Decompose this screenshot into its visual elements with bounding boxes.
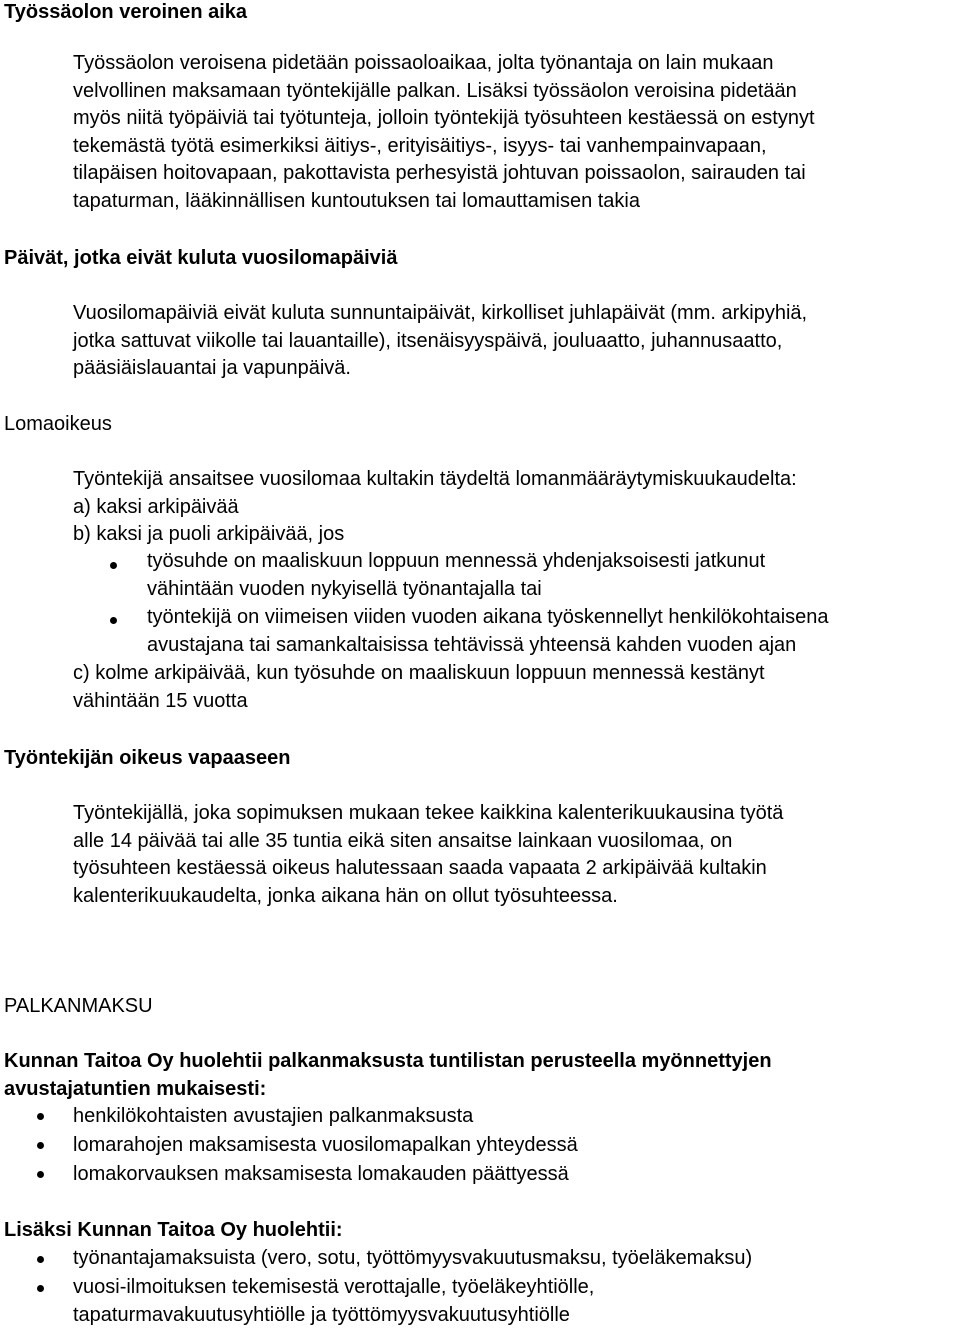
paragraph-tyossaolon-veroinen-aika xyxy=(73,50,959,216)
text-line: jotka sattuvat viikolle tai lauantaille), itsenäisyyspäivä, jouluaatto, juhannusaatto, xyxy=(73,329,783,352)
text-line: Vuosilomapäiviä eivät kuluta sunnuntaipäivät, kirkolliset juhlapäivät (mm. arkipyhiä, xyxy=(73,302,808,324)
list-item xyxy=(73,1161,959,1189)
text-line: Kunnan Taitoa Oy huolehtii palkanmaksusta tuntilistan perusteella myönnettyjen xyxy=(4,1050,772,1072)
list-item xyxy=(73,1274,959,1329)
text-line: c) kolme arkipäivää, kun työsuhde on maaliskuun loppuun mennessä kestänyt xyxy=(73,662,765,684)
bullet-icon xyxy=(37,1113,44,1120)
heading-lisaksi-kunnan-taitoa: Lisäksi Kunnan Taitoa Oy huolehtii: xyxy=(4,1219,343,1241)
text-line: vähintään vuoden nykyisellä työnantajalla tai xyxy=(147,577,542,600)
text-line: alle 14 päivää tai alle 35 tuntia eikä siten ansaitse lainkaan vuosilomaa, on xyxy=(73,829,733,852)
list-item xyxy=(147,548,959,603)
text-line: avustajatuntien mukaisesti: xyxy=(4,1077,267,1100)
text-line: Työntekijä ansaitsee vuosilomaa kultakin täydeltä lomanmääräytymiskuukaudelta: xyxy=(73,468,797,490)
bullet-icon xyxy=(37,1142,44,1149)
text-line: lomakorvauksen maksamisesta lomakauden päättyessä xyxy=(73,1163,569,1185)
text-line: pääsiäislauantai ja vapunpäivä. xyxy=(73,357,351,380)
text-line: henkilökohtaisten avustajien palkanmaksusta xyxy=(73,1105,474,1127)
text-line: myös niitä työpäiviä tai työtunteja, jolloin työntekijä työsuhteen kestäessä on estynyt xyxy=(73,107,815,130)
heading-tyossaolon-veroinen-aika: Työssäolon veroinen aika xyxy=(4,1,248,23)
bullet-icon xyxy=(37,1285,44,1292)
text-line: vuosi-ilmoituksen tekemisestä verottajalle, työeläkeyhtiölle, xyxy=(73,1276,595,1298)
heading-tyontekijan-oikeus-vapaaseen: Työntekijän oikeus vapaaseen xyxy=(4,747,291,769)
text-line: avustajana tai samankaltaisissa tehtävissä yhteensä kahden vuoden ajan xyxy=(147,633,797,656)
list-item xyxy=(73,1103,959,1131)
option-b: b) kaksi ja puoli arkipäivää, jos xyxy=(73,523,345,546)
list-item xyxy=(147,604,959,659)
paragraph-oikeus-vapaaseen xyxy=(73,800,959,910)
text-line: työsuhde on maaliskuun loppuun mennessä yhdenjaksoisesti jatkunut xyxy=(147,550,766,572)
text-line: lomarahojen maksamisesta vuosilomapalkan yhteydessä xyxy=(73,1134,578,1156)
heading-kunnan-taitoa-huolehtii xyxy=(4,1048,772,1103)
heading-paivat-jotka-eivat-kuluta: Päivät, jotka eivät kuluta vuosilomapäiviä xyxy=(4,247,398,269)
text-line: työnantajamaksuista (vero, sotu, työttömyysvakuutusmaksu, työeläkemaksu) xyxy=(73,1247,753,1269)
text-line: tilapäisen hoitovapaan, pakottavista perhesyistä johtuvan poissaolon, sairauden tai xyxy=(73,162,806,185)
paragraph-lomaoikeus xyxy=(73,466,959,549)
bullet-icon xyxy=(110,562,117,569)
text-line: työntekijä on viimeisen viiden vuoden aikana työskennellyt henkilökohtaisena xyxy=(147,606,829,628)
list-item xyxy=(73,1245,959,1273)
heading-lomaoikeus: Lomaoikeus xyxy=(4,413,112,435)
option-c xyxy=(73,660,959,715)
text-line: Työssäolon veroisena pidetään poissaoloaikaa, jolta työnantaja on lain mukaan xyxy=(73,52,774,74)
text-line: velvollinen maksamaan työntekijälle palkan. Lisäksi työssäolon veroisina pidetään xyxy=(73,79,797,102)
text-line: kalenterikuukaudelta, jonka aikana hän on ollut työsuhteessa. xyxy=(73,884,618,907)
bullet-icon xyxy=(37,1171,44,1178)
paragraph-vuosilomapaivat xyxy=(73,300,959,383)
text-line: tapaturman, lääkinnällisen kuntoutuksen tai lomauttamisen takia xyxy=(73,189,640,212)
option-a: a) kaksi arkipäivää xyxy=(73,495,239,518)
text-line: tapaturmavakuutusyhtiölle ja työttömyysvakuutusyhtiölle xyxy=(73,1303,570,1326)
text-line: Työntekijällä, joka sopimuksen mukaan tekee kaikkina kalenterikuukausina työtä xyxy=(73,802,784,824)
list-item xyxy=(73,1132,959,1160)
text-line: työsuhteen kestäessä oikeus halutessaan saada vapaata 2 arkipäivää kultakin xyxy=(73,857,767,880)
bullet-icon xyxy=(37,1256,44,1263)
text-line: vähintään 15 vuotta xyxy=(73,689,248,712)
bullet-icon xyxy=(110,617,117,624)
text-line: tekemästä työtä esimerkiksi äitiys-, erityisäitiys-, isyys- tai vanhempainvapaan, xyxy=(73,134,767,157)
heading-palkanmaksu: PALKANMAKSU xyxy=(4,995,153,1017)
